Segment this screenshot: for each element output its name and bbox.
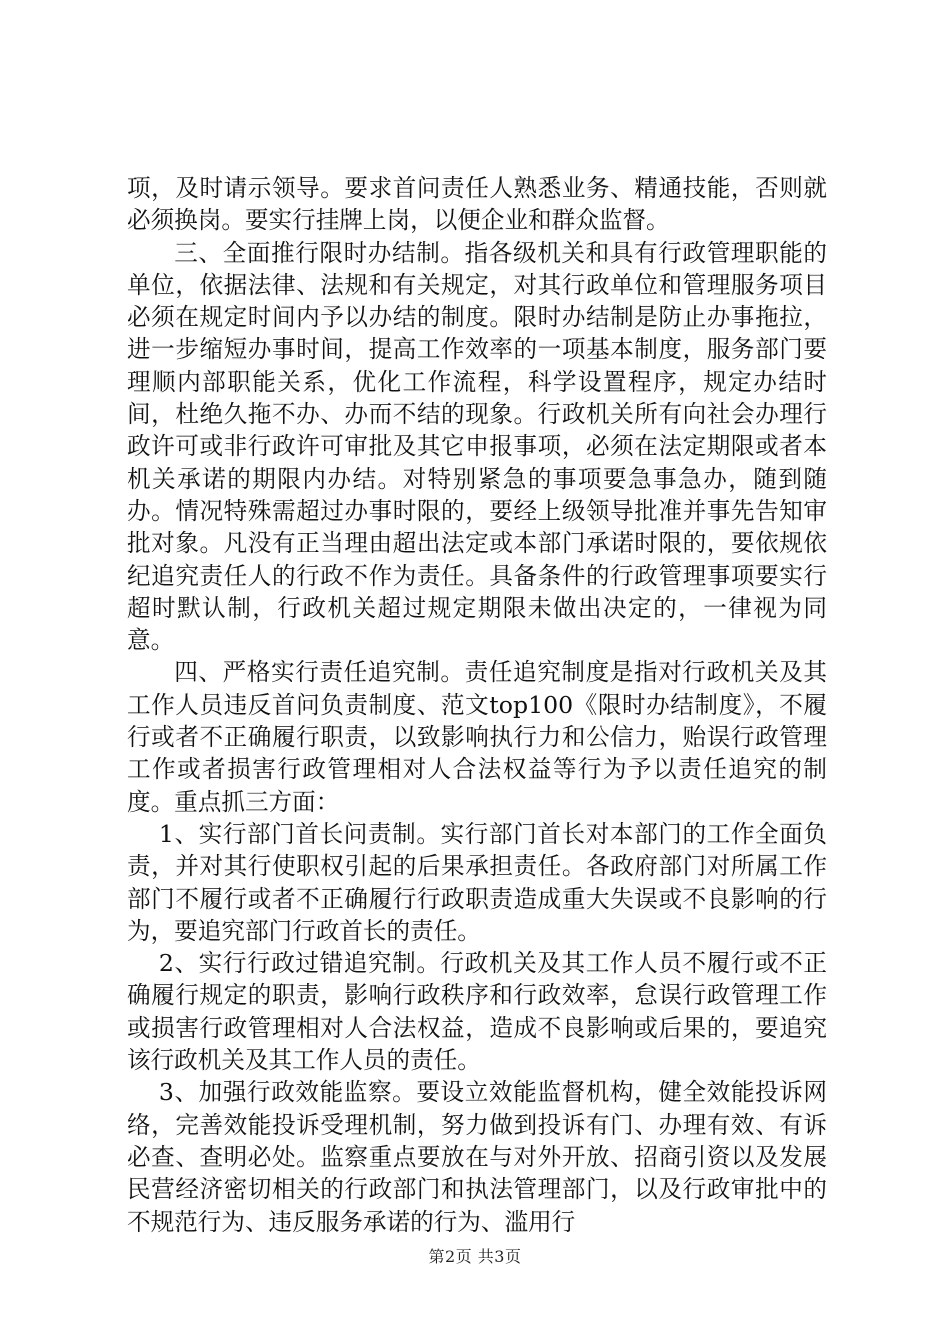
page-footer: 第2页 共3页 [428,1247,522,1266]
document-body [127,172,827,1238]
paragraph-item-1: 1、实行部门首长问责制。实行部门首长对本部门的工作全面负责，并对其行使职权引起的后果承担责任。各政府部门对所属工作部门不履行或者不正确履行行政职责造成重大失误或不良影响的行为，要追究部门行政首长的责任。 [127,819,827,945]
paragraph-item-3: 3、加强行政效能监察。要设立效能监督机构，健全效能投诉网络，完善效能投诉受理机制，努力做到投诉有门、办理有效、有诉必查、查明必处。监察重点要放在与对外开放、招商引资以及发展民营经济密切相关的行政部门和执法管理部门，以及行政审批中的不规范行为、违反服务承诺的行为、滥用行 [127,1078,827,1236]
paragraph-continuation: 项，及时请示领导。要求首问责任人熟悉业务、精通技能，否则就必须换岗。要实行挂牌上岗，以便企业和群众监督。 [127,174,827,235]
paragraph-item-2: 2、实行行政过错追究制。行政机关及其工作人员不履行或不正确履行规定的职责，影响行政秩序和行政效率，怠误行政管理工作或损害行政管理相对人合法权益，造成不良影响或后果的，要追究该行政机关及其工作人员的责任。 [127,949,827,1075]
paragraph-section-four: 四、严格实行责任追究制。责任追究制度是指对行政机关及其工作人员违反首问负责制度、范文top100《限时办结制度》，不履行或者不正确履行职责，以致影响执行力和公信力，贻误行政管理工作或者损害行政管理相对人合法权益等行为予以责任追究的制度。重点抓三方面： [127,658,827,816]
paragraph-section-three: 三、全面推行限时办结制。指各级机关和具有行政管理职能的单位，依据法律、法规和有关规定，对其行政单位和管理服务项目必须在规定时间内予以办结的制度。限时办结制是防止办事拖拉，进一步缩短办事时间，提高工作效率的一项基本制度，服务部门要理顺内部职能关系，优化工作流程，科学设置程序，规定办结时间，杜绝久拖不办、办而不结的现象。行政机关所有向社会办理行政许可或非行政许可审批及其它申报事项，必须在法定期限或者本机关承诺的期限内办结。对特别紧急的事项要急事急办，随到随办。情况特殊需超过办事时限的，要经上级领导批准并事先告知审批对象。凡没有正当理由超出法定或本部门承诺时限的，要依规依纪追究责任人的行政不作为责任。具备条件的行政管理事项要实行超时默认制，行政机关超过规定期限未做出决定的，一律视为同意。 [127,238,827,655]
